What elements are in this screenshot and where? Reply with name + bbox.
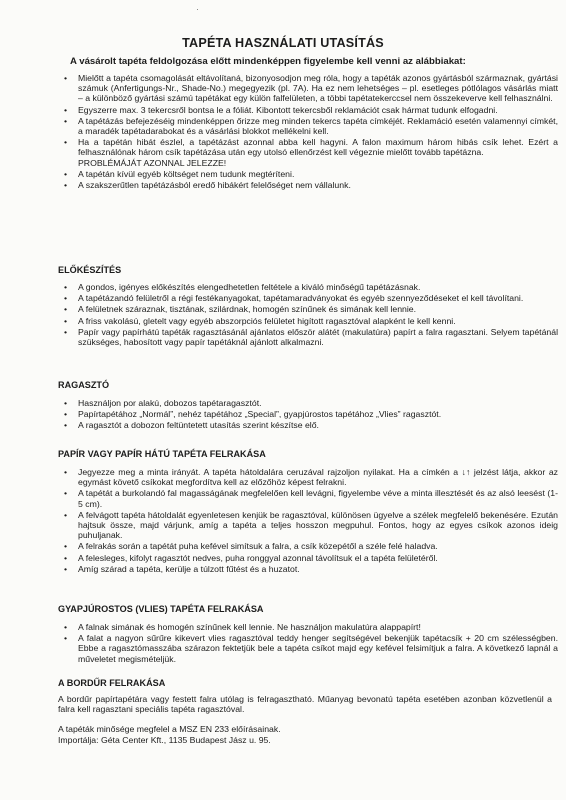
list-item: • A szakszerűtlen tapétázásból eredő hibákért felelőséget nem vállalunk. (64, 180, 351, 191)
list-item: • Egyszerre max. 3 tekercsről bontsa le a fóliát. Kibontott tekercsből reklamációt csak hármat tudunk elfogadni. (64, 104, 498, 115)
papir-list (64, 467, 558, 575)
list-item: • Jegyezze meg a minta irányát. A tapéta hátoldalára ceruzával rajzoljon nyilakat. Ha a címkén a ↓↑ jelzést látja, akkor az egymást követő csíkokat megfordítva kell az előzőhöz képest felrakni. (64, 467, 558, 488)
list-item: • Használjon por alakú, dobozos tapétaragasztót. (64, 398, 262, 408)
list-item: • A felrakás során a tapétát puha kefével simítsuk a falra, a csík közepétől a széle felé haladva. (64, 541, 438, 552)
document-title: TAPÉTA HASZNÁLATI UTASÍTÁS (182, 36, 384, 50)
elokeszites-list (64, 282, 558, 348)
vlies-list (64, 622, 558, 665)
list-item: • A felvágott tapéta hátoldalát egyenletesen kenjük be ragasztóval, különösen ügyelve a szélek megfelelő bekenésére. Ezután hajtsuk össze, majd várjunk, amíg a tapéta a teljes hosszon megpuhul. Fontos, hogy az egyes csíkok azonos ideig puhuljanak. (64, 509, 558, 541)
list-item: • Ha a tapétán hibát észlel, a tapétázást azonnal abba kell hagyni. A falon maximum három hibás csík lehet. Ezért a felhasználónak három csík tapétázása után egy utolsó ellenőrzést kell végeznie mielőtt tovább tapétázna. PROBLÉMÁJÁT AZONNAL JELEZZE! (64, 137, 558, 168)
section-title-vlies: GYAPJÚROSTOS (VLIES) TAPÉTA FELRAKÁSA (58, 604, 264, 614)
list-item: • A felületnek száraznak, tisztának, szilárdnak, homogén színűnek és simának kell lennie. (64, 304, 417, 315)
list-item: • A tapétán kívül egyéb költséget nem tudunk megtéríteni. (64, 168, 295, 179)
list-item: • A gondos, igényes előkészítés elengedhetetlen feltétele a kiváló minőségű tapétázásnak. (64, 282, 421, 292)
intro-list (64, 73, 558, 191)
intro-heading: A vásárolt tapéta feldolgozása előtt mindenképpen figyelembe kell venni az alábbiakat: (70, 56, 466, 67)
list-item: • A tapétát a burkolandó fal magasságának megfelelően kell levágni, figyelembe véve a minta illesztését és az alsó leesést (1-5 cm). (64, 488, 558, 509)
list-item: • A friss vakolású, gletelt vagy egyéb abszorpciós felületet higított ragasztóval alapként le kell kenni. (64, 315, 456, 326)
footer-standard: A tapéták minősége megfelel a MSZ EN 233 előírásainak. (58, 724, 281, 734)
list-item: • Papírtapétához „Normál”, nehéz tapétához „Special”, gyapjúrostos tapétához „Vlies” ragasztót. (64, 409, 442, 420)
list-item: • A tapétázandó felületről a régi festékanyagokat, tapétamaradványokat és egyéb szennyeződéseket el kell távolítani. (64, 293, 524, 304)
list-item: • Papír vagy papírhátú tapéták ragasztásánál ajánlatos először alátét (makulatúra) papírt a falra ragasztani. Selyem tapétánál szükséges, habosított vagy papír tapétáknál ajánlott alkalmazni. (64, 326, 558, 348)
list-item: • Mielőtt a tapéta csomagolását eltávolítaná, bizonyosodjon meg róla, hogy a tapéták azonos gyártásból származnak, gyártási számuk (Anfertigungs-Nr., Shade-No.) megegyezik (pl. 7A). Ha ez nem lehetséges – pl. esetleges pótlólagos vásárlás miatt – a különböző gyártási számú tapétákat egy külön falfelületen, a többi tapétatekerccsel nem összekeverve kell felhasználni. (64, 73, 558, 104)
ragaszto-list (64, 398, 558, 432)
list-item: • Amíg szárad a tapéta, kerülje a túlzott fűtést és a huzatot. (64, 563, 300, 574)
section-title-bordur: A BORDŰR FELRAKÁSA (58, 678, 166, 688)
list-item: • A tapétázás befejezéséig mindenképpen őrizze meg minden tekercs tapéta címkéjét. Reklamáció esetén valamennyi címkét, a maradék tapétadarabokat és a vásárlási blokkot mellékelni kell. (64, 115, 558, 137)
footer-importer: Importálja: Géta Center Kft., 1135 Budapest Jász u. 95. (58, 735, 271, 745)
scan-speck: · (196, 4, 199, 14)
section-title-ragaszto: RAGASZTÓ (58, 380, 110, 390)
bordur-paragraph: A bordűr papírtapétára vagy festett falra utólag is felragasztható. Műanyag bevonatú tapéta esetében azonban közvetlenül a falra kell ragasztani speciális tapéta ragasztóval. (58, 694, 552, 715)
list-item: • A felesleges, kifolyt ragasztót nedves, puha ronggyal azonnal távolítsuk el a tapéta felületéről. (64, 552, 438, 563)
list-item: • A falnak simának és homogén színűnek kell lennie. Ne használjon makulatúra alappapírt! (64, 622, 421, 632)
list-item: • A ragasztót a dobozon feltüntetett utasítás szerint készítse elő. (64, 420, 319, 431)
section-title-papir: PAPÍR VAGY PAPÍR HÁTÚ TAPÉTA FELRAKÁSA (58, 449, 266, 459)
section-title-elokeszites: ELŐKÉSZÍTÉS (58, 265, 122, 275)
emphasis-line: PROBLÉMÁJÁT AZONNAL JELEZZE! (78, 157, 227, 168)
list-item: • A falat a nagyon sűrűre kikevert vlies ragasztóval teddy henger segítségével bekenjük tapétacsík + 20 cm szélességben. Ebbe a ragasztómasszába szárazon fektetjük bele a tapéta csíkot majd egy kefével felsimítjuk a falra. A következő lapnál a műveletet megismételjük. (64, 633, 558, 664)
